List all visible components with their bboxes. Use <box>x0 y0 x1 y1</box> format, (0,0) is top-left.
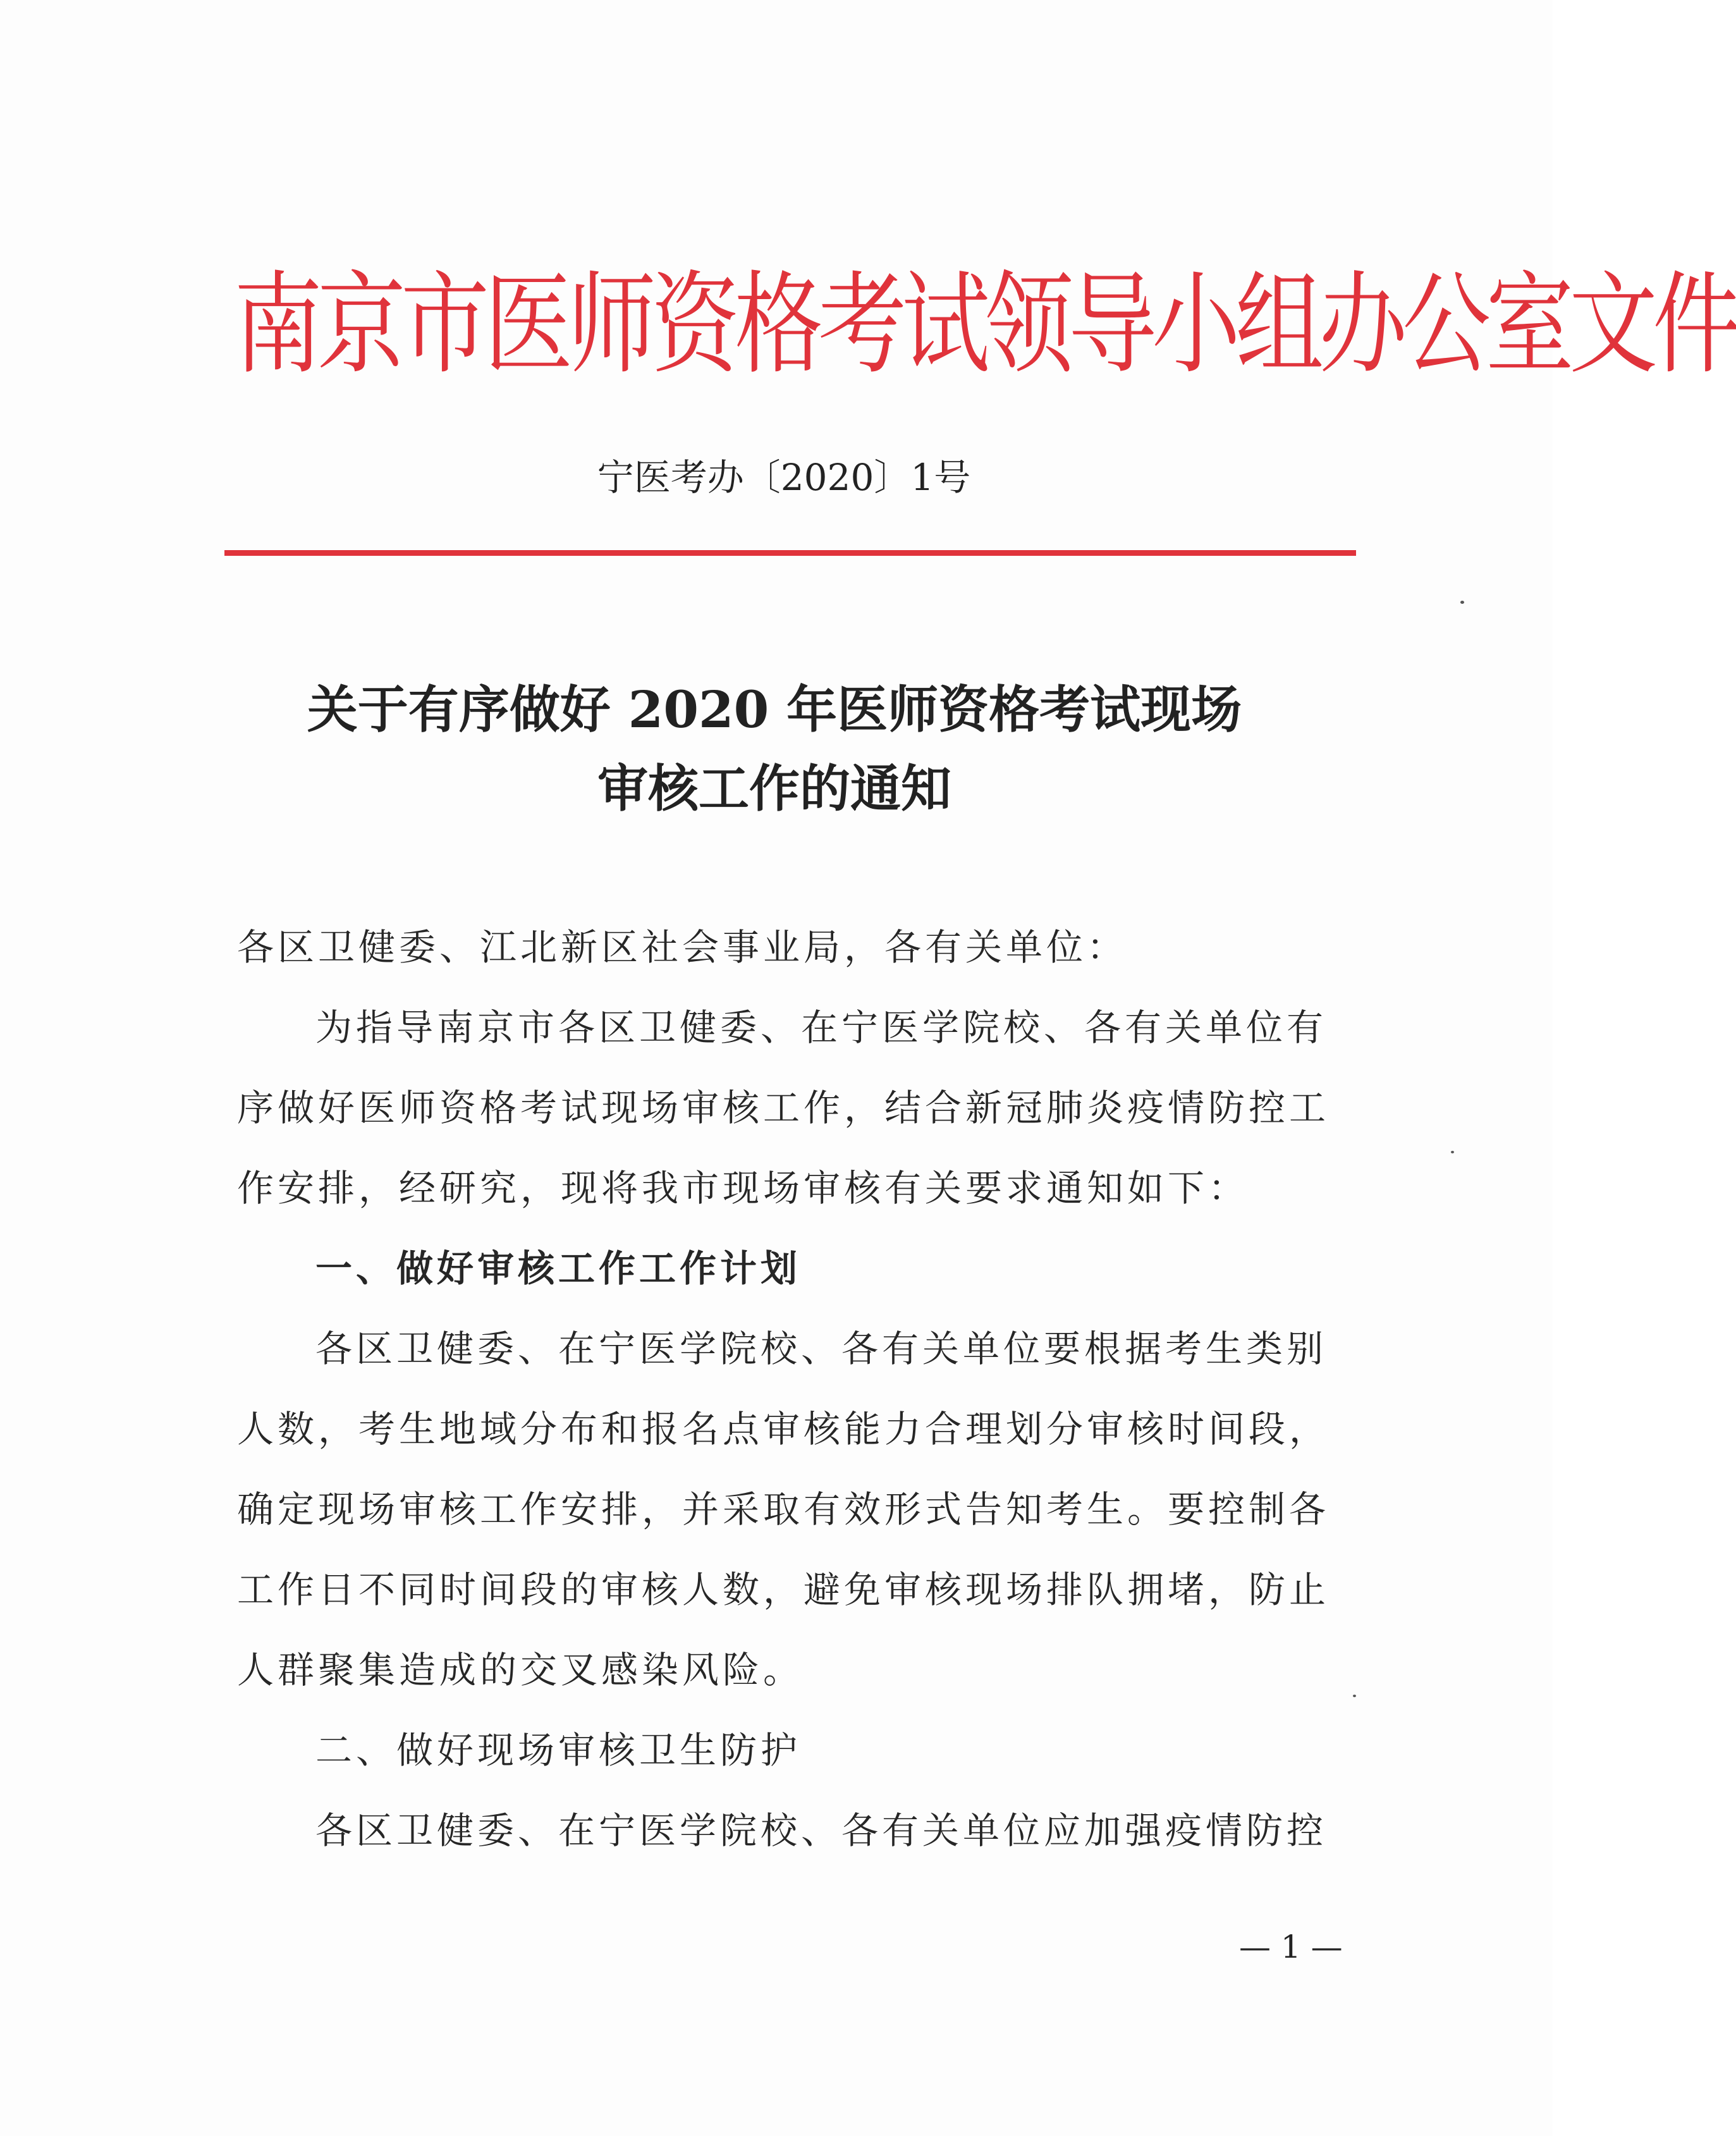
section-1-line-1: 各区卫健委、在宁医学院校、各有关单位要根据考生类别 <box>315 1327 1328 1370</box>
notice-title-line-2: 审核工作的通知 <box>597 759 951 818</box>
section-2-line-1: 各区卫健委、在宁医学院校、各有关单位应加强疫情防控 <box>315 1809 1328 1852</box>
page-number: — 1 — <box>1239 1929 1343 1965</box>
intro-line-2: 序做好医师资格考试现场审核工作，结合新冠肺炎疫情防控工 <box>237 1086 1330 1129</box>
salutation: 各区卫健委、江北新区社会事业局，各有关单位： <box>237 926 1128 969</box>
section-1-line-5: 人群聚集造成的交叉感染风险。 <box>237 1648 804 1691</box>
document-number: 宁医考办〔2020〕1号 <box>597 456 971 499</box>
notice-title-line-1: 关于有序做好 2020 年医师资格考试现场 <box>307 680 1242 739</box>
section-1-line-4: 工作日不同时间段的审核人数，避免审核现场排队拥堵，防止 <box>237 1568 1330 1611</box>
body-text <box>237 907 1350 1871</box>
intro-line-1: 为指导南京市各区卫健委、在宁医学院校、各有关单位有 <box>315 1006 1328 1049</box>
section-1-line-2: 人数，考生地域分布和报名点审核能力合理划分审核时间段， <box>237 1408 1330 1451</box>
intro-line-3: 作安排，经研究，现将我市现场审核有关要求通知如下： <box>237 1167 1249 1210</box>
scan-speck <box>1460 601 1464 604</box>
section-1-heading: 一、做好审核工作工作计划 <box>315 1247 802 1290</box>
notice-title <box>228 670 1321 828</box>
scan-speck <box>1353 1695 1356 1697</box>
issuing-office-header: 南京市医师资格考试领导小组办公室文件 <box>234 261 1736 390</box>
scan-speck <box>1451 1151 1454 1153</box>
section-2-heading: 二、做好现场审核卫生防护 <box>315 1729 802 1772</box>
red-divider-line <box>224 550 1356 556</box>
section-1-line-3: 确定现场审核工作安排，并采取有效形式告知考生。要控制各 <box>237 1488 1330 1531</box>
